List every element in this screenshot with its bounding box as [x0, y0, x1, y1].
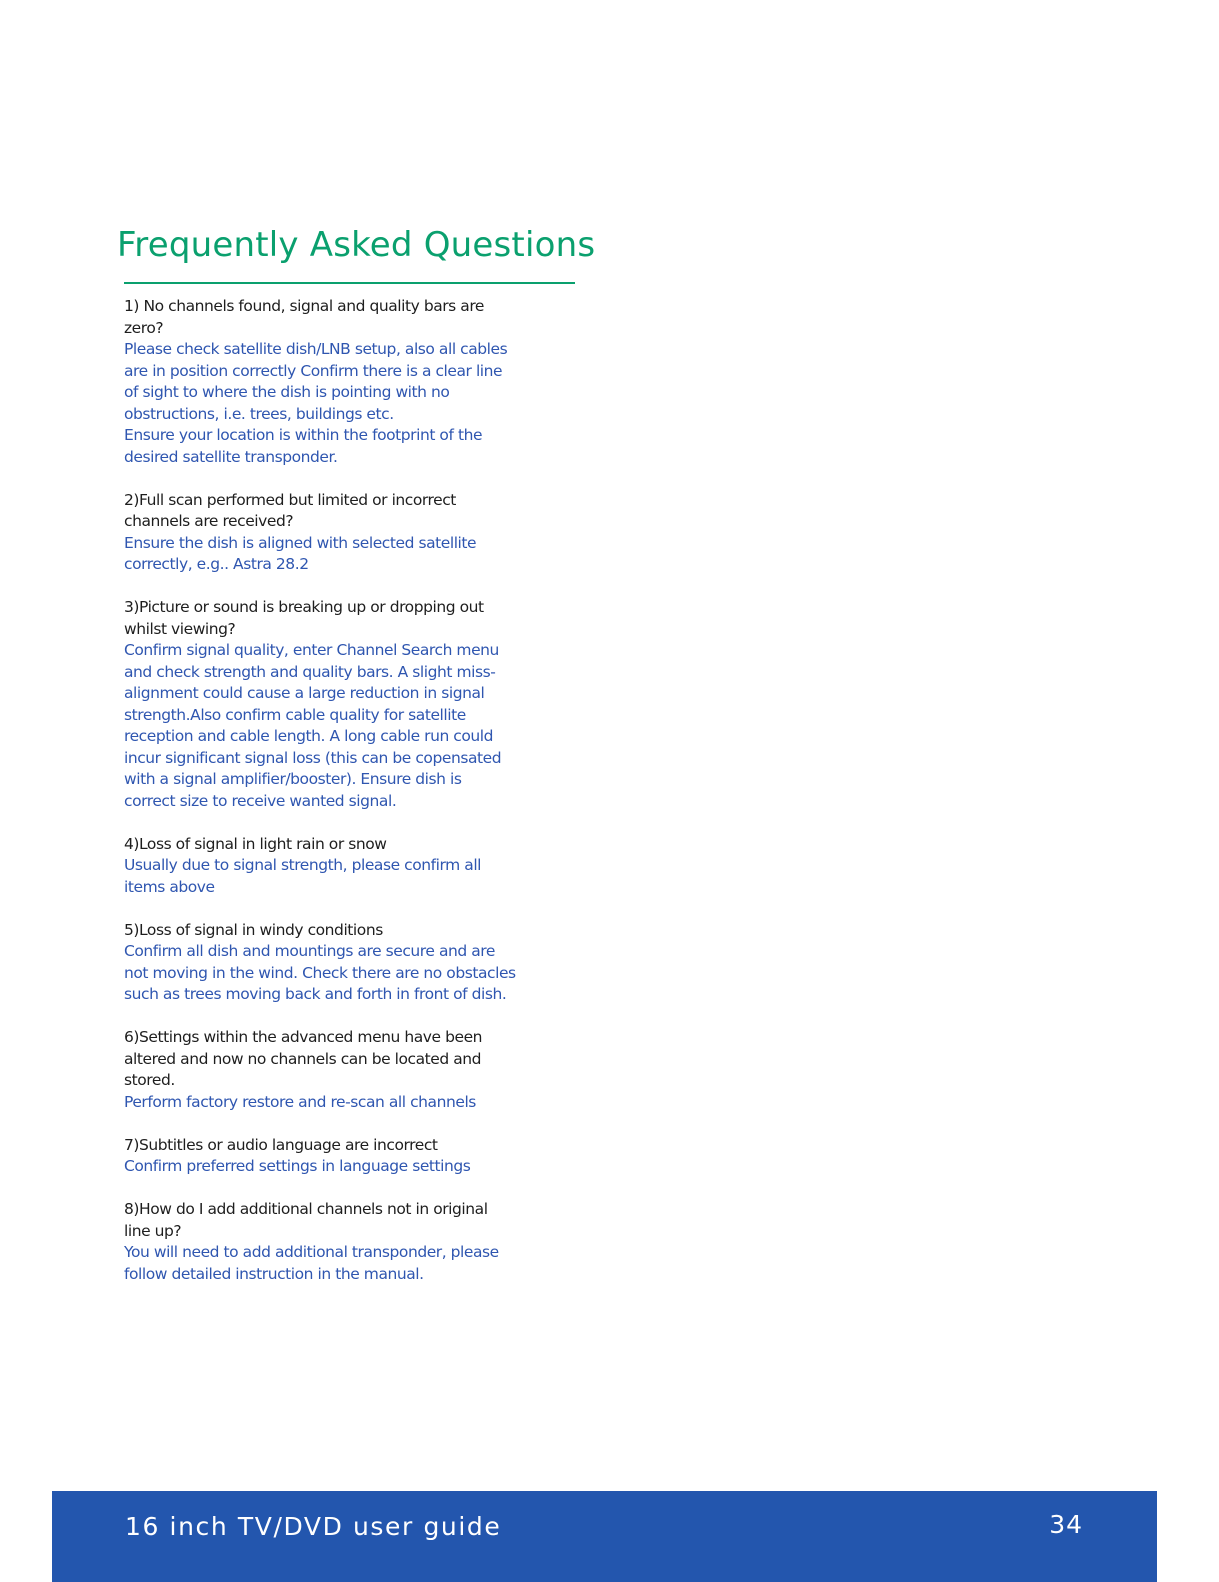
- faq-item: [124, 1027, 544, 1113]
- faq-answer: Confirm all dish and mountings are secure and are not moving in the wind. Check there are no obstacles such as trees moving back and forth in front of dish.: [124, 942, 516, 1003]
- faq-answer: Usually due to signal strength, please confirm all items above: [124, 856, 482, 896]
- faq-item: [124, 490, 544, 576]
- footer-guide-title: 16 inch TV/DVD user guide: [125, 1512, 502, 1541]
- faq-item: [124, 920, 544, 1006]
- faq-question: 2)Full scan performed but limited or incorrect channels are received?: [124, 490, 456, 530]
- page-title: Frequently Asked Questions: [117, 225, 596, 265]
- faq-answer: Confirm signal quality, enter Channel Search menu and check strength and quality bars. A slight miss- alignment could cause a large reduction in signal strength.Also confirm cable quality for satellite reception and cable length. A long cable run could incur significant signal loss (this can be copensated with a signal amplifier/booster). Ensure dish is correct size to receive wanted signal.: [124, 641, 502, 810]
- faq-question: 4)Loss of signal in light rain or snow: [124, 834, 387, 853]
- faq-answer: Please check satellite dish/LNB setup, also all cables are in position correctly Confirm there is a clear line of sight to where the dish is pointing with no obstructions, i.e. trees, buildings etc. Ensure your location is within the footprint of the desired satellite transponder.: [124, 340, 508, 466]
- footer-bar: [52, 1491, 1157, 1582]
- faq-item: [124, 834, 544, 899]
- faq-question: 1) No channels found, signal and quality bars are zero?: [124, 297, 485, 337]
- faq-question: 3)Picture or sound is breaking up or dropping out whilst viewing?: [124, 598, 484, 638]
- faq-answer: Confirm preferred settings in language settings: [124, 1157, 471, 1175]
- faq-item: [124, 1135, 544, 1178]
- faq-answer: Ensure the dish is aligned with selected satellite correctly, e.g.. Astra 28.2: [124, 533, 477, 573]
- faq-item: [124, 1199, 544, 1285]
- page-number: 34: [1049, 1510, 1083, 1539]
- faq-question: 5)Loss of signal in windy conditions: [124, 920, 383, 939]
- faq-question: 7)Subtitles or audio language are incorrect: [124, 1135, 438, 1154]
- faq-item: [124, 296, 544, 468]
- faq-question: 8)How do I add additional channels not in original line up?: [124, 1200, 488, 1240]
- faq-list: [124, 296, 544, 1307]
- faq-item: [124, 597, 544, 812]
- faq-answer: You will need to add additional transponder, please follow detailed instruction in the manual.: [124, 1243, 499, 1283]
- title-divider: [124, 282, 575, 284]
- faq-question: 6)Settings within the advanced menu have been altered and now no channels can be located and stored.: [124, 1028, 483, 1089]
- faq-answer: Perform factory restore and re-scan all channels: [124, 1092, 476, 1111]
